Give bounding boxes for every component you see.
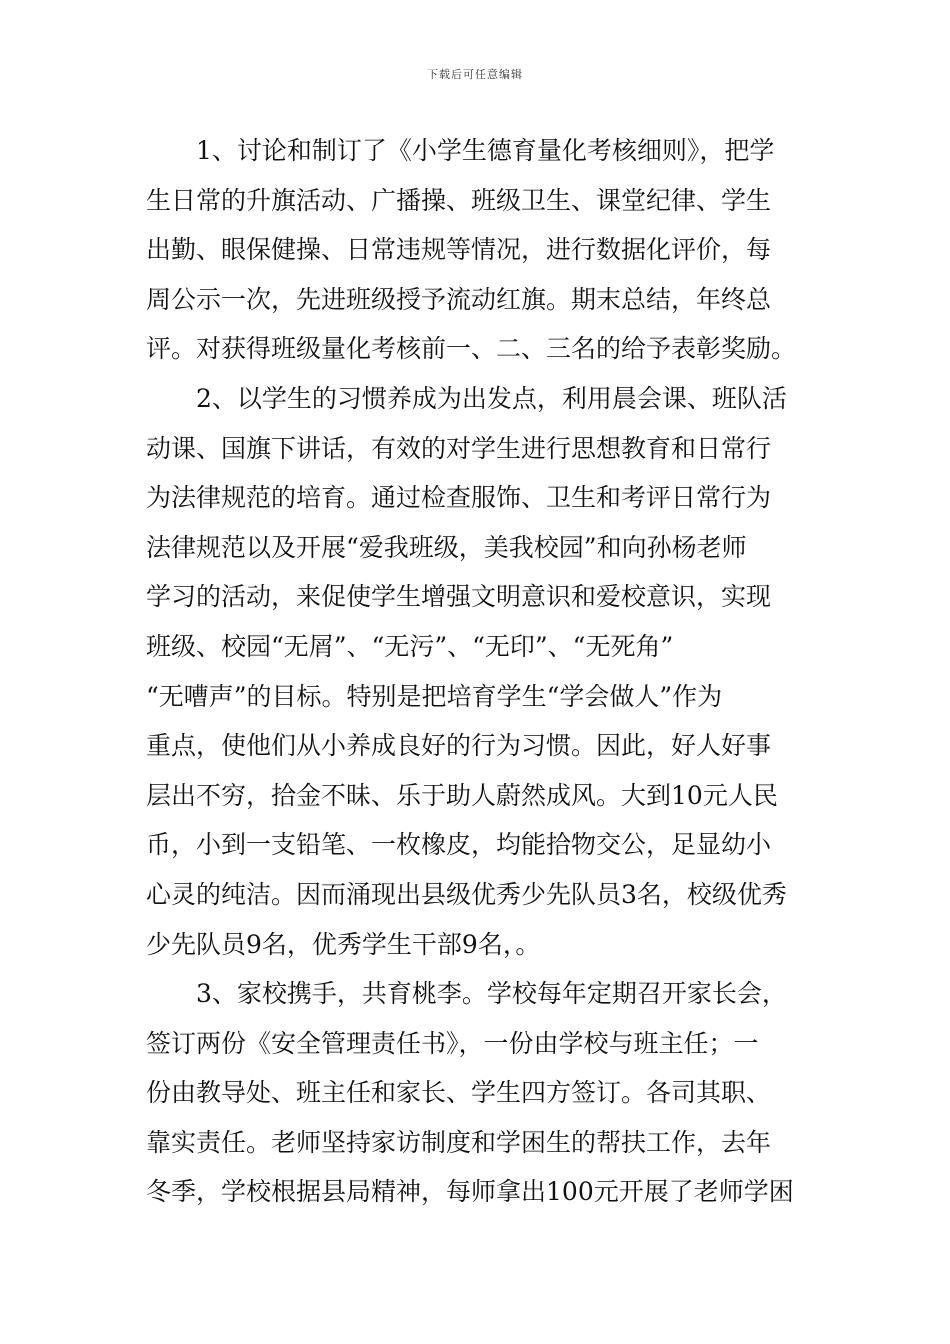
- paragraph-3-line-2: 签订两份《安全管理责任书》，一份由学校与班主任；一: [146, 1028, 759, 1058]
- paragraph-3-line-5: 冬季，学校根据县局精神，每师拿出100元开展了老师学困: [146, 1177, 794, 1207]
- paragraph-2-line-12: 少先队员9名，优秀学生干部9名，。: [146, 929, 541, 959]
- document-body: [146, 126, 806, 1217]
- paragraph-2-line-8: 重点，使他们从小养成良好的行为习惯。因此，好人好事: [146, 731, 772, 761]
- paragraph-2-line-5: 学习的活动，来促使学生增强文明意识和爱校意识，实现: [146, 582, 772, 612]
- paragraph-1-line-1: 1、讨论和制订了《小学生德育量化考核细则》，把学: [196, 136, 775, 165]
- paragraph-1-line-2: 生日常的升旗活动、广播操、班级卫生、课堂纪律、学生: [146, 185, 772, 215]
- paragraph-1-line-5: 评。对获得班级量化考核前一、二、三名的给予表彰奖励。: [146, 334, 797, 364]
- paragraph-2-line-6: 班级、校园“无屑”、“无污”、“无印”、“无死角”: [146, 631, 674, 661]
- paragraph-1-line-3: 出勤、眼保健操、日常违规等情况，进行数据化评价，每: [146, 235, 772, 265]
- paragraph-2-line-10: 币，小到一支铅笔、一枚橡皮，均能拾物交公，足显幼小: [146, 830, 772, 860]
- page-header: 下载后可任意编辑: [427, 68, 523, 81]
- paragraph-3-line-3: 份由教导处、班主任和家长、学生四方签订。各司其职、: [146, 1078, 772, 1108]
- paragraph-2-line-2: 动课、国旗下讲话，有效的对学生进行思想教育和日常行: [146, 433, 772, 463]
- paragraph-2-line-7: “无嘈声”的目标。特别是把培育学生“学会做人”作为: [146, 681, 723, 711]
- paragraph-2-line-9: 层出不穷，拾金不昧、乐于助人蔚然成风。大到10元人民: [146, 780, 778, 810]
- paragraph-3-line-1: 3、家校携手，共育桃李。学校每年定期召开家长会，: [196, 979, 787, 1009]
- paragraph-2-line-1: 2、以学生的习惯养成为出发点，利用晨会课、班队活: [196, 383, 787, 413]
- paragraph-2-line-4: 法律规范以及开展“爱我班级，美我校园”和向孙杨老师: [146, 532, 747, 562]
- paragraph-2-line-3: 为法律规范的培育。通过检查服饰、卫生和考评日常行为: [146, 483, 772, 513]
- paragraph-2-line-11: 心灵的纯洁。因而涌现出县级优秀少先队员3名，校级优秀: [146, 879, 787, 909]
- paragraph-3-line-4: 靠实责任。老师坚持家访制度和学困生的帮扶工作，去年: [146, 1127, 772, 1157]
- paragraph-1-line-4: 周公示一次，先进班级授予流动红旗。期末总结，年终总: [146, 284, 772, 314]
